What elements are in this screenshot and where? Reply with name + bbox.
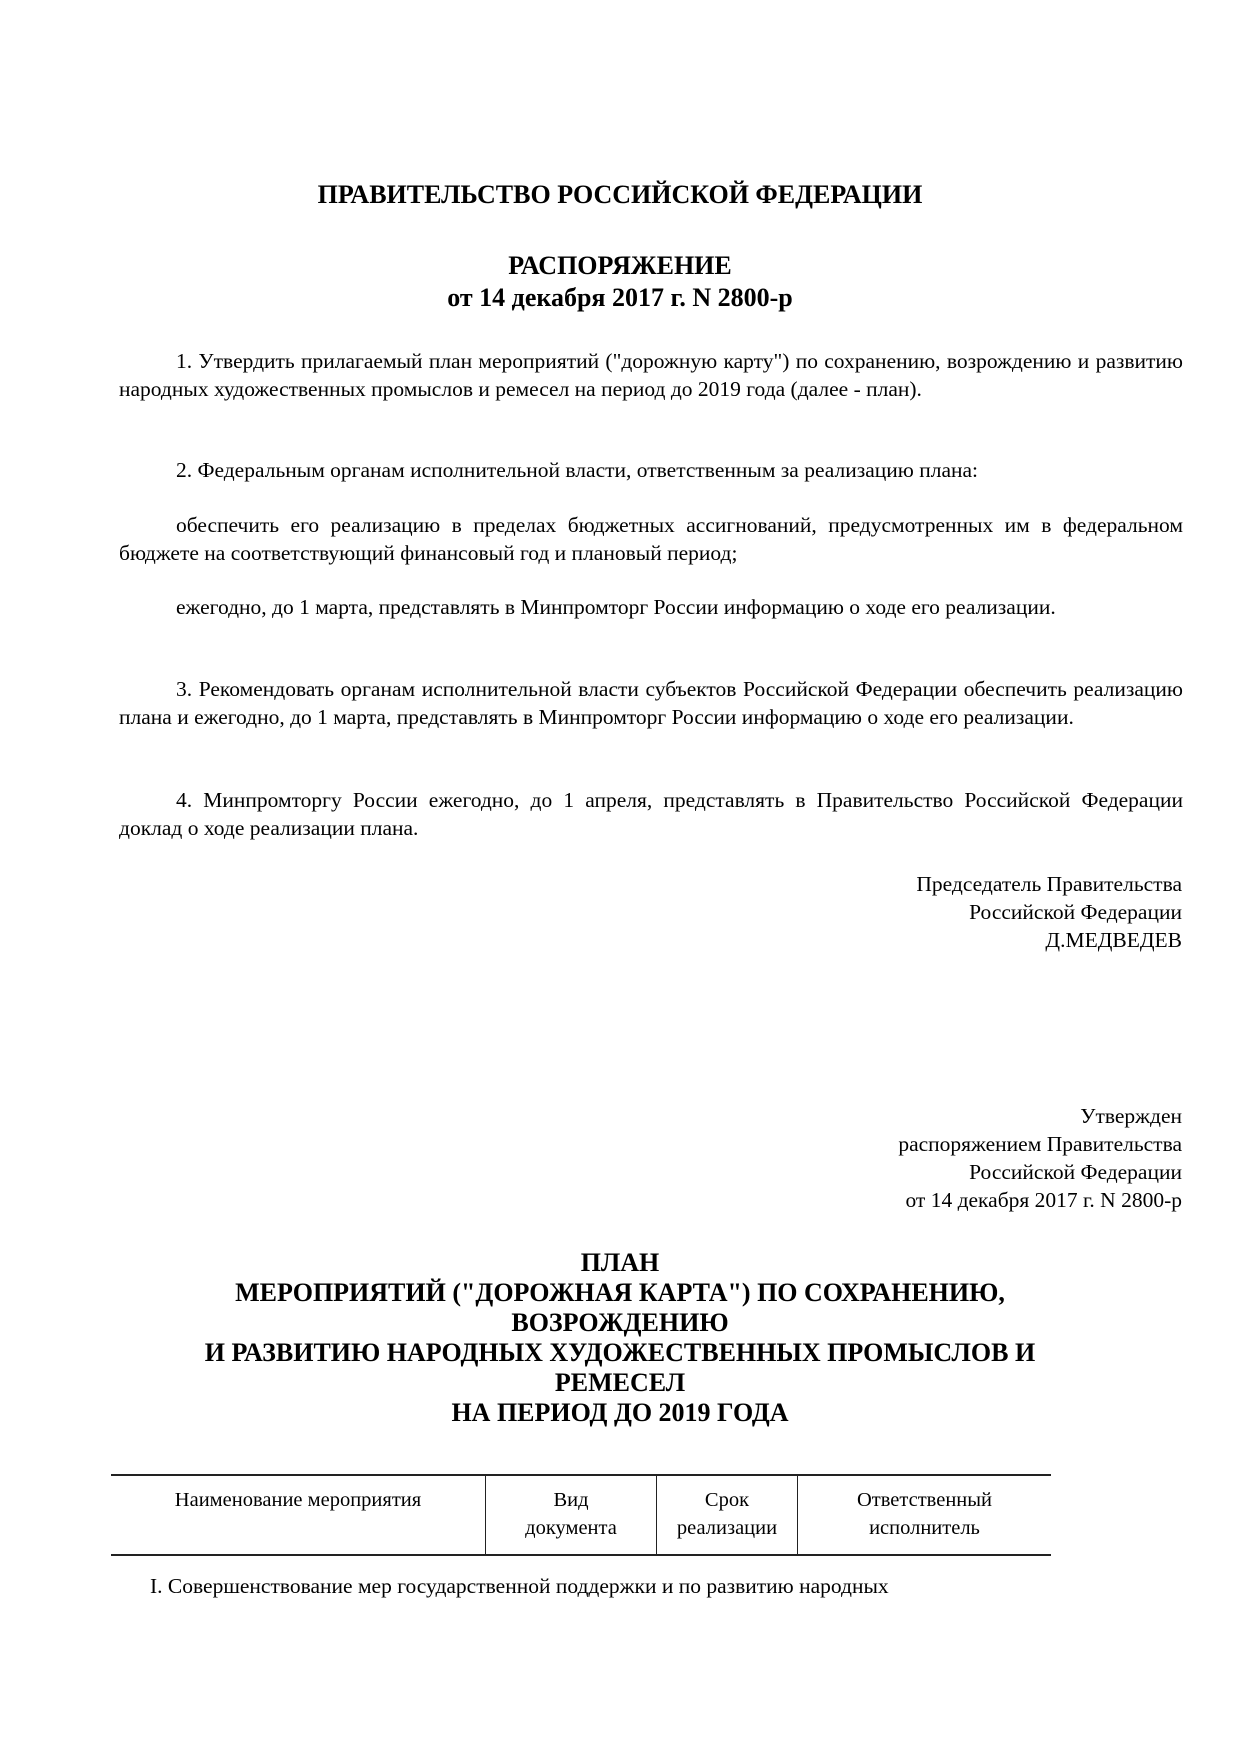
- plan-title-line-6: НА ПЕРИОД ДО 2019 ГОДА: [451, 1398, 789, 1427]
- approval-block: [898, 1102, 1182, 1214]
- column-header-executor-line1: Ответственный: [856, 1489, 993, 1511]
- government-heading: ПРАВИТЕЛЬСТВО РОССИЙСКОЙ ФЕДЕРАЦИИ: [317, 180, 923, 209]
- paragraph-3-text: 3. Рекомендовать органам исполнительной власти субъектов Российской Федерации обеспечить реализацию плана и ежегодно, до 1 марта, представлять в Минпромторг России информацию о ходе его реализации.: [119, 677, 1183, 729]
- plan-title-line-4: И РАЗВИТИЮ НАРОДНЫХ ХУДОЖЕСТВЕННЫХ ПРОМЫСЛОВ И: [204, 1338, 1036, 1367]
- table-header-row: [111, 1475, 1051, 1555]
- column-header-name: [111, 1475, 486, 1555]
- column-header-doc-type-line2: документа: [525, 1517, 617, 1539]
- plan-title-line-5: РЕМЕСЕЛ: [554, 1368, 686, 1397]
- approval-line-4: от 14 декабря 2017 г. N 2800-р: [905, 1188, 1182, 1212]
- column-header-executor: [798, 1475, 1052, 1555]
- column-header-executor-line2: исполнитель: [869, 1517, 980, 1539]
- plan-table: [111, 1474, 1051, 1556]
- paragraph-4-text: 4. Минпромторгу России ежегодно, до 1 апреля, представлять в Правительство Российской Федерации доклад о ходе реализации плана.: [119, 788, 1183, 840]
- approval-line-1: Утвержден: [1080, 1104, 1182, 1128]
- paragraph-2b-text: ежегодно, до 1 марта, представлять в Минпромторг России информацию о ходе его реализации.: [176, 595, 1056, 619]
- paragraph-2a: [119, 511, 1183, 567]
- paragraph-2a-text: обеспечить его реализацию в пределах бюджетных ассигнований, предусмотренных им в федеральном бюджете на соответствующий финансовый год и плановый период;: [119, 513, 1183, 565]
- plan-title: [150, 1248, 1090, 1428]
- column-header-name-text: Наименование мероприятия: [174, 1489, 422, 1511]
- paragraph-2b: [119, 593, 1183, 621]
- plan-title-line-2: МЕРОПРИЯТИЙ ("ДОРОЖНАЯ КАРТА") ПО СОХРАНЕНИЮ,: [235, 1278, 1005, 1307]
- paragraph-2-text: 2. Федеральным органам исполнительной власти, ответственным за реализацию плана:: [176, 458, 979, 482]
- column-header-deadline-line1: Срок: [704, 1489, 750, 1511]
- column-header-doc-type-line1: Вид: [553, 1489, 589, 1511]
- paragraph-1-text: 1. Утвердить прилагаемый план мероприятий ("дорожную карту") по сохранению, возрождению и развитию народных художественных промыслов и ремесел на период до 2019 года (далее - план).: [119, 349, 1183, 401]
- plan-title-line-3: ВОЗРОЖДЕНИЮ: [511, 1308, 729, 1337]
- plan-title-line-1: ПЛАН: [580, 1248, 660, 1277]
- section-heading: I. Совершенствование мер государственной поддержки и по развитию народных: [150, 1574, 889, 1598]
- approval-line-2: распоряжением Правительства: [898, 1132, 1182, 1156]
- column-header-doc-type: [486, 1475, 657, 1555]
- paragraph-4: [119, 786, 1183, 842]
- doc-type-heading: РАСПОРЯЖЕНИЕ: [508, 251, 732, 280]
- paragraph-3: [119, 675, 1183, 731]
- paragraph-1: [119, 347, 1183, 403]
- paragraph-2: [119, 456, 1183, 484]
- column-header-deadline-line2: реализации: [676, 1517, 778, 1539]
- signature-title: Председатель Правительства: [916, 872, 1182, 896]
- approval-line-3: Российской Федерации: [969, 1160, 1182, 1184]
- signature-block: [916, 870, 1182, 954]
- signature-org: Российской Федерации: [969, 900, 1182, 924]
- doc-date-number: от 14 декабря 2017 г. N 2800-р: [447, 283, 793, 312]
- column-header-deadline: [657, 1475, 798, 1555]
- signature-name: Д.МЕДВЕДЕВ: [1045, 928, 1182, 952]
